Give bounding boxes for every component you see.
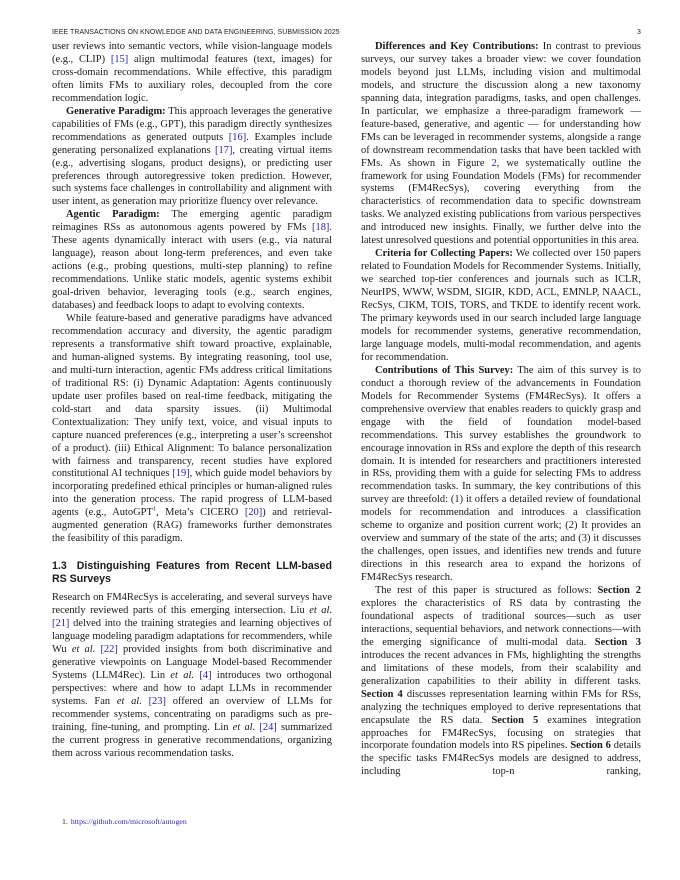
text-run: , creating virtual items (e.g., advertising slogans, product designs), or predicting user preferences through autoregressive token prediction. However, such systems face challenges in controllability and alignment with user intent, as generation may prioritize fluency over relevance. <box>52 144 332 208</box>
text-run: align multimodal features (text, images) for cross-domain recommendations. While effective, this paradigm often limits FMs to auxiliary roles, decoupled from the core recommendation logic. <box>52 53 332 104</box>
text-run: The emerging agentic paradigm reimagines RSs as autonomous agents powered by FMs <box>52 209 332 234</box>
text-run: The rest of this paper is structured as follows: <box>375 585 598 597</box>
citation-link[interactable]: [21] <box>52 618 70 630</box>
text-run: This approach leverages the generative capabilities of FMs (e.g., GPT), this paradigm directly synthesizes recommendations as generated outputs <box>52 105 332 143</box>
citation-link[interactable]: [15] <box>110 53 129 65</box>
footnote-marker: 1. <box>62 817 68 826</box>
bold-run: Section 5 <box>491 714 539 726</box>
section-heading <box>52 560 332 586</box>
footnote <box>62 817 187 826</box>
text-run: discusses representation learning within FMs for RSs, analyzing the techniques employed to derive representations that encapsulate the RS data. <box>361 688 641 726</box>
paragraph <box>361 585 641 779</box>
bold-run: Section 4 <box>361 688 403 700</box>
text-run: offered an overview of LLMs for recommender systems, concentrating on paradigms such as pre-training, fine-tuning, and prompting. Lin <box>52 695 333 733</box>
text-run: introduces the recent advances in FMs, highlighting the strengths and limitations of these models, from their scalability and generalization capabilities to their ability in different tasks. <box>361 649 641 687</box>
running-header <box>52 29 641 39</box>
citation-link[interactable]: [24] <box>259 721 277 733</box>
text-run: In contrast to previous surveys, our survey takes a broader view: we cover foundation models beyond just LLMs, including vision and multimodal models, and structure the discussion along a new taxonomy spanning data, integration paradigms, tasks, and open challenges. In particular, we emphasize a three-paradigm framework — feature-based, generative, and agentic — for understanding how FMs can be leveraged in recommender systems, alongside a range of downstream recommendation tasks that have been tackled with FMs. As shown in Figure <box>361 41 641 169</box>
text-run: . These agents dynamically interact with users (e.g., via natural language), reason about long-term preferences, and even take actions (e.g., probing questions, multi-step planning) to refine recommendations. Unlike static models, agentic systems exhibit goal-driven behavior, leveraging tools (e.g., search engines, databases) and feedback loops to adapt to evolving contexts. <box>52 222 332 312</box>
paragraph <box>52 41 332 106</box>
section-paragraphs <box>52 592 332 760</box>
text-run: delved into the training strategies and learning objectives of language modeling paradigm adaptations for recommenders, while Wu <box>52 618 332 655</box>
bold-run: Differences and Key Contributions: <box>375 41 539 52</box>
bold-run: Agentic Paradigm: <box>66 209 160 221</box>
paragraph <box>361 248 641 365</box>
text-run: summarized the current progress in generative recommendations, organizing them across various recommendation tasks. <box>52 721 332 759</box>
italic-run: et al <box>309 605 330 617</box>
text-run: The aim of this survey is to conduct a thorough review of the advancements in Foundation Models for Recommender Systems (FM4RecSys). It offers a comprehensive overview that enables readers to quickly grasp and engage with the field of foundation model-based recommendations. This survey establishes the groundwork to encourage innovation in RSs and explore the depth of this research domain. It is intended for researchers and practitioners interested in RSs, providing them with a guide for selecting FMs to address recommendation tasks. In summary, the key contributions of this survey are threefold: (1) it offers a detailed review of foundational models for recommendation and introduces a classification scheme to organize and position current work; (2) It provides an overview and summary of the state of the arts; and (3) it discusses the challenges, open issues, and identifies new trends and future directions in this research area to expand the horizons of FM4RecSys research. <box>361 364 641 584</box>
citation-link[interactable]: [20] <box>244 507 263 519</box>
paragraph <box>361 365 641 585</box>
italic-run: et al. <box>170 669 195 681</box>
text-run: provided insights from both discriminative and generative viewpoints on Language Model-based Recommender Systems (LLM4Rec). Lin <box>52 643 333 681</box>
left-paragraphs <box>52 41 332 546</box>
citation-link[interactable]: [16] <box>228 131 247 143</box>
bold-run: Criteria for Collecting Papers: <box>375 248 513 260</box>
text-run <box>142 696 149 707</box>
citation-link[interactable]: [4] <box>199 669 212 681</box>
italic-run: et al. <box>116 695 142 707</box>
paragraph <box>52 313 332 546</box>
citation-link[interactable]: [23] <box>148 695 166 707</box>
citation-link[interactable]: [18] <box>312 222 330 234</box>
bold-run: Section 2 <box>597 585 641 597</box>
text-run: . <box>329 605 332 617</box>
text-run: , we systematically outline the framework for using Foundation Models (FMs) for recommender systems (FM4RecSys), covering everything from the characteristics of recommendation data to specific downstream tasks. We analyzed existing publications from various perspectives and introduced new insights. Finally, we further delve into the latest unresolved questions and potential opportunities in this area. <box>361 157 641 247</box>
text-run: Research on FM4RecSys is accelerating, and several surveys have recently reviewed parts of this emerging intersection. Liu <box>52 592 332 617</box>
italic-run: et al. <box>71 643 96 655</box>
journal-title: IEEE TRANSACTIONS ON KNOWLEDGE AND DATA ENGINEERING, SUBMISSION 2025 <box>52 29 340 36</box>
section-title: Distinguishing Features from Recent LLM-based RS Surveys <box>52 560 332 586</box>
left-column <box>52 41 332 761</box>
paragraph <box>52 592 332 760</box>
text-run: We collected over 150 papers related to Foundation Models for Recommender Systems. Initially, we searched top-tier conferences and journals such as ICLR, NeurIPS, WWW, WSDM, SIGIR, KDD, ACL, EMNLP, NAACL, RecSys, CIKM, TOIS, TORS, and TKDE to identify recent work. The primary keywords used in our search included large language models for recommender systems, generative recommendation, large language models, multi-modal recommendation, and agents for recommendation. <box>361 248 641 363</box>
text-run: examines integration approaches for FM4RecSys, focusing on strategies that incorporate foundation models into RS pipelines. <box>361 714 641 752</box>
citation-link[interactable]: [22] <box>100 643 118 655</box>
right-paragraphs <box>361 41 641 779</box>
bold-run: Generative Paradigm: <box>66 105 166 117</box>
section-number: 1.3 <box>52 560 67 573</box>
right-column <box>361 41 641 779</box>
text-run: introduces two orthogonal perspectives: where and how to adapt LLMs in recommender systems. Fan <box>52 669 332 707</box>
text-run: explores the characteristics of RS data by contrasting the foundational aspects of traditional sources—such as user interactions, sequential behaviors, and network connections—with the emerging significance of multi-modal data. <box>361 597 641 648</box>
citation-link[interactable]: 2 <box>491 157 497 169</box>
bold-run: Section 3 <box>594 636 641 648</box>
text-run: While feature-based and generative paradigms have advanced recommendation accuracy and diversity, the agentic paradigm represents a transformative shift toward proactive, explainable, and human-aligned systems. By integrating reasoning, tool use, and multi-turn interaction, agentic FMs address critical limitations of traditional RS: (i) Dynamic Adaptation: Agents continuously update user profiles based on real-time feedback, mitigating the cold-start and data sparsity issues. (ii) Multimodal Contextualization: They unify text, voice, and visual inputs to capture nuanced preferences (e.g., interpreting a user’s screenshot of a product). (iii) Ethical Alignment: To balance personalization with fairness and transparency, recent studies have explored constitutional AI techniques <box>52 313 332 480</box>
page-number: 3 <box>637 29 641 36</box>
bold-run: Section 6 <box>570 740 611 752</box>
text-run: . Examples include generating personalized explanations <box>52 131 332 156</box>
text-run: details the specific tasks FM4RecSys models are designed to address, including top-n ranking, <box>361 740 641 778</box>
text-run: , Meta’s CICERO <box>156 507 245 519</box>
footnote-ref[interactable]: 1 <box>152 505 157 513</box>
text-run: ) and retrieval-augmented generation (RAG) frameworks further demonstrates the feasibility of this paradigm. <box>52 507 333 545</box>
citation-link[interactable]: [19] <box>172 468 190 480</box>
italic-run: et al. <box>232 721 256 733</box>
paragraph <box>52 209 332 313</box>
text-run: user reviews into semantic vectors, while vision-language models (e.g., CLIP) <box>52 41 332 65</box>
paragraph <box>361 41 641 248</box>
bold-run: Contributions of This Survey: <box>375 364 514 376</box>
footnote-link[interactable]: https://github.com/microsoft/autogen <box>70 817 187 826</box>
paragraph <box>52 106 332 210</box>
text-run: , which guide model behaviors by incorporating predefined ethical principles or human-aligned rules into the generation process. The rapid progress of LLM-based agents (e.g., AutoGPT <box>52 468 332 519</box>
citation-link[interactable]: [17] <box>215 144 233 156</box>
